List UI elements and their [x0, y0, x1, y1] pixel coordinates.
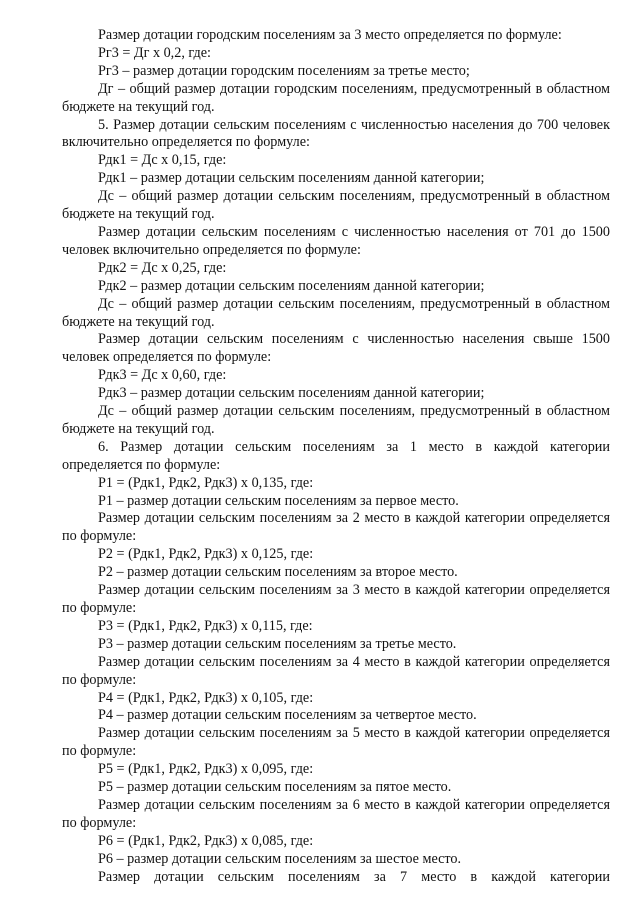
formula: Р2 = (Рдк1, Рдк2, Рдк3) х 0,125, где:: [98, 546, 314, 563]
definition: Рдк3 – размер дотации сельским поселениям данной категории;: [98, 385, 485, 402]
definition: Р5 – размер дотации сельским поселениям за пятое место.: [98, 779, 452, 796]
formula: Рг3 = Дг х 0,2, где:: [98, 44, 211, 61]
definition: Р1 – размер дотации сельским поселениям за первое место.: [98, 492, 459, 509]
section-paragraph: 6. Размер дотации сельским поселениям за 1 место в каждой категории определяется по формуле:: [62, 438, 610, 473]
definition: Дс – общий размер дотации сельским поселениям, предусмотренный в областном бюджете на текущий год.: [62, 295, 610, 330]
formula: Р3 = (Рдк1, Рдк2, Рдк3) х 0,115, где:: [98, 617, 313, 634]
definition: Дс – общий размер дотации сельским поселениям, предусмотренный в областном бюджете на текущий год.: [62, 403, 610, 437]
paragraph: Размер дотации сельским поселениям за 3 место в каждой категории определяется по формуле:: [62, 582, 610, 616]
section-paragraph: 5. Размер дотации сельским поселениям с численностью населения до 700 человек включительно определяется по формуле:: [62, 116, 610, 151]
paragraph: Размер дотации сельским поселениям за 5 место в каждой категории определяется по формуле:: [62, 725, 610, 760]
paragraph: Размер дотации городским поселениям за 3 место определяется по формуле:: [98, 27, 562, 43]
paragraph: Размер дотации сельским поселениям за 2 место в каждой категории определяется по формуле:: [62, 510, 610, 545]
definition: Р4 – размер дотации сельским поселениям за четвертое место.: [98, 707, 477, 724]
paragraph: Размер дотации сельским поселениям за 6 место в каждой категории определяется по формуле:: [62, 796, 610, 831]
definition: Р2 – размер дотации сельским поселениям за второе место.: [98, 564, 458, 581]
formula: Р6 = (Рдк1, Рдк2, Рдк3) х 0,085, где:: [98, 832, 314, 849]
definition: Рдк1 – размер дотации сельским поселениям данной категории;: [98, 170, 485, 187]
definition: Р6 – размер дотации сельским поселениям за шестое место.: [98, 850, 462, 867]
document-page: [62, 27, 610, 887]
formula: Рдк3 = Дс х 0,60, где:: [98, 367, 227, 384]
definition: Р3 – размер дотации сельским поселениям за третье место.: [98, 635, 457, 652]
definition: Рдк2 – размер дотации сельским поселениям данной категории;: [98, 277, 485, 294]
formula: Рдк1 = Дс х 0,15, где:: [98, 152, 227, 169]
paragraph: Размер дотации сельским поселениям с численностью населения от 701 до 1500 человек включительно определяется по формуле:: [62, 223, 610, 258]
formula: Р5 = (Рдк1, Рдк2, Рдк3) х 0,095, где:: [98, 761, 314, 778]
definition: Рг3 – размер дотации городским поселениям за третье место;: [98, 62, 470, 79]
definition: Дг – общий размер дотации городским поселениям, предусмотренный в областном бюджете на текущий год.: [62, 80, 610, 115]
paragraph: Размер дотации сельским поселениям за 7 место в каждой категории: [98, 868, 610, 885]
paragraph: Размер дотации сельским поселениям с численностью населения свыше 1500 человек определяется по формуле:: [62, 331, 610, 366]
formula: Рдк2 = Дс х 0,25, где:: [98, 259, 227, 276]
paragraph: Размер дотации сельским поселениям за 4 место в каждой категории определяется по формуле:: [62, 653, 610, 688]
definition: Дс – общий размер дотации сельским поселениям, предусмотренный в областном бюджете на текущий год.: [62, 188, 610, 223]
formula: Р1 = (Рдк1, Рдк2, Рдк3) х 0,135, где:: [98, 474, 314, 491]
formula: Р4 = (Рдк1, Рдк2, Рдк3) х 0,105, где:: [98, 689, 314, 706]
